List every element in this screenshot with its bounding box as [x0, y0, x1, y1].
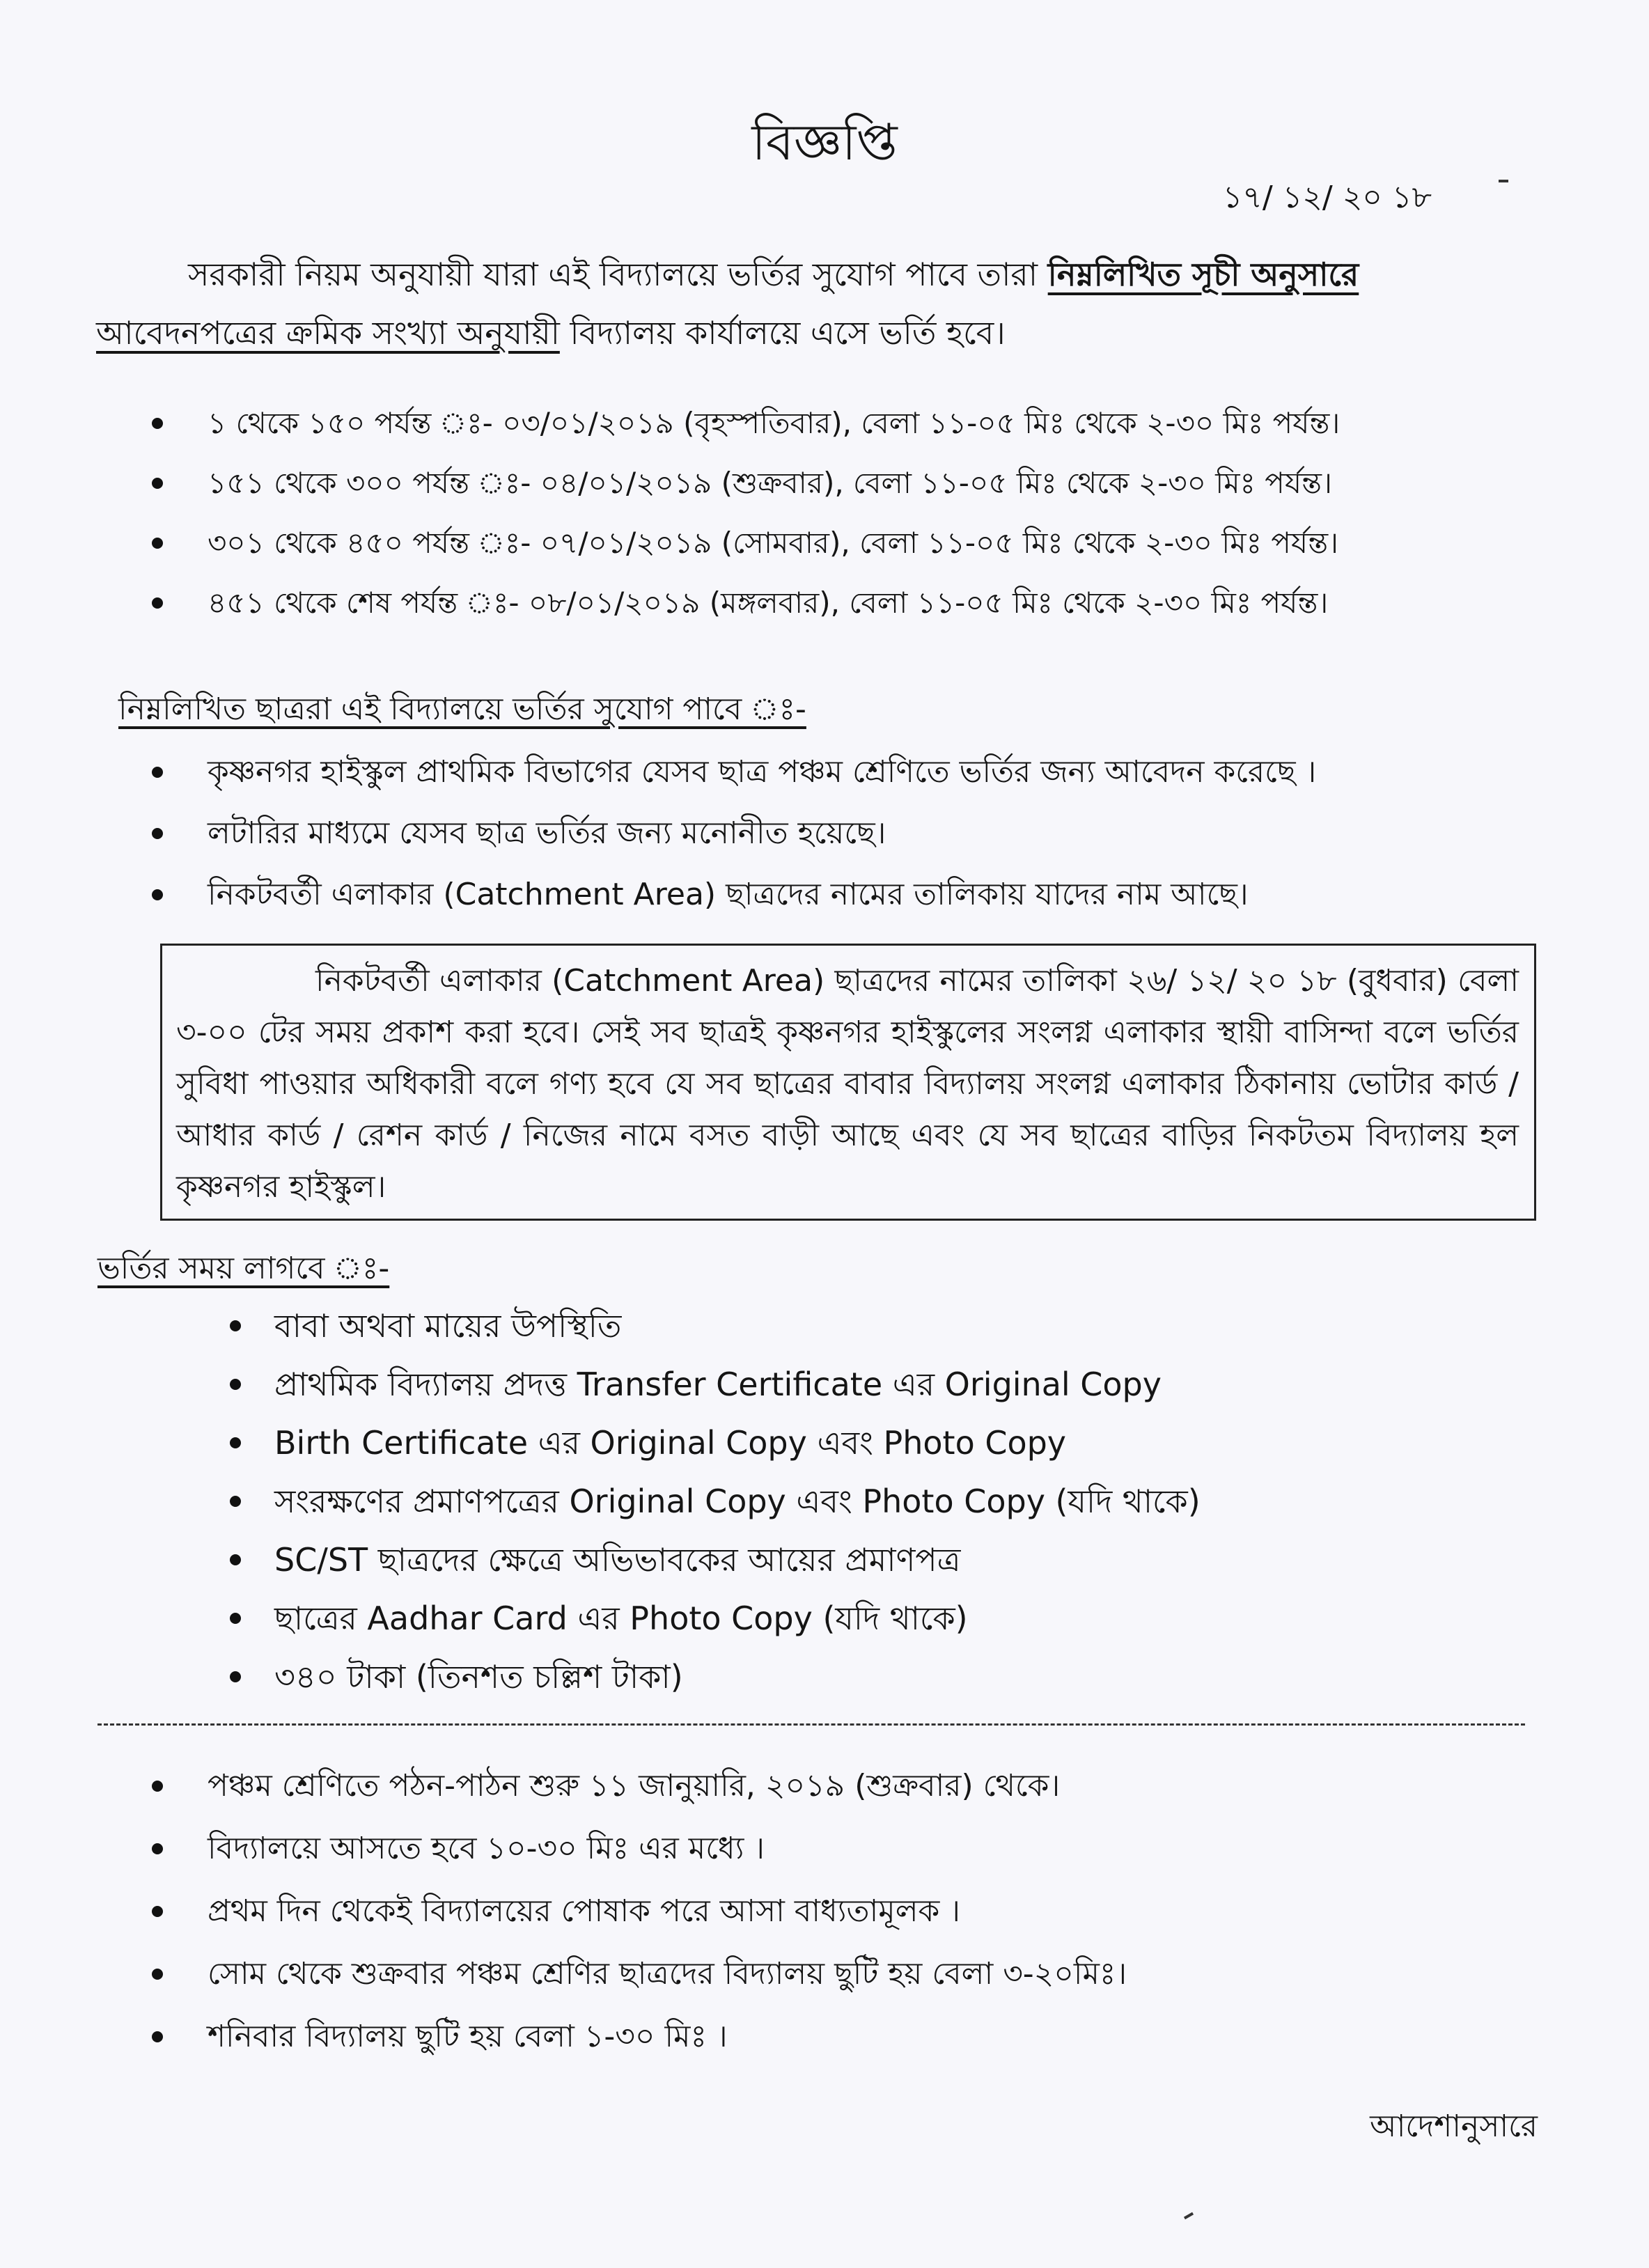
eligibility-item: কৃষ্ণনগর হাইস্কুল প্রাথমিক বিভাগের যেসব ছাত্র পঞ্চম শ্রেণিতে ভর্তির জন্য আবেদন করেছে । [152, 742, 1316, 803]
notice-date: ১৭/ ১২/ ২০ ১৮ [1222, 180, 1432, 215]
intro-bold-1: নিম্নলিখিত সূচী অনুসারে [1047, 256, 1359, 293]
documents-heading: ভর্তির সময় লাগবে ঃ- [97, 1251, 390, 1286]
dashed-divider [97, 1723, 1525, 1726]
notice-title: বিজ্ঞপ্তি [751, 113, 898, 171]
ink-mark [1499, 180, 1508, 182]
schedule-item: ১ থেকে ১৫০ পর্যন্ত ঃ- ০৩/০১/২০১৯ (বৃহস্পতিবার), বেলা ১১-০৫ মিঃ থেকে ২-৩০ মিঃ পর্যন্ত। [152, 393, 1340, 453]
document-item: প্রাথমিক বিদ্যালয় প্রদত্ত Transfer Certificate এর Original Copy [230, 1355, 1201, 1414]
schedule-item: ৪৫১ থেকে শেষ পর্যন্ত ঃ- ০৮/০১/২০১৯ (মঙ্গলবার), বেলা ১১-০৫ মিঃ থেকে ২-৩০ মিঃ পর্যন্ত। [152, 573, 1340, 633]
note-item: প্রথম দিন থেকেই বিদ্যালয়ের পোষাক পরে আসা বাধ্যতামূলক । [152, 1880, 1127, 1943]
note-item: সোম থেকে শুক্রবার পঞ্চম শ্রেণির ছাত্রদের বিদ্যালয় ছুটি হয় বেলা ৩-২০মিঃ। [152, 1943, 1127, 2005]
note-item: শনিবার বিদ্যালয় ছুটি হয় বেলা ১-৩০ মিঃ । [152, 2005, 1127, 2068]
schedule-item: ৩০১ থেকে ৪৫০ পর্যন্ত ঃ- ০৭/০১/২০১৯ (সোমবার), বেলা ১১-০৫ মিঃ থেকে ২-৩০ মিঃ পর্যন্ত। [152, 513, 1340, 573]
document-item: ৩৪০ টাকা (তিনশত চল্লিশ টাকা) [230, 1648, 1201, 1706]
general-notes-list [152, 1755, 1127, 2068]
schedule-item: ১৫১ থেকে ৩০০ পর্যন্ত ঃ- ০৪/০১/২০১৯ (শুক্রবার), বেলা ১১-০৫ মিঃ থেকে ২-৩০ মিঃ পর্যন্ত। [152, 453, 1340, 513]
required-documents-list [230, 1297, 1201, 1706]
eligibility-list [152, 742, 1316, 925]
document-item: SC/ST ছাত্রদের ক্ষেত্রে অভিভাবকের আয়ের প্রমাণপত্র [230, 1531, 1201, 1589]
catchment-area-box [160, 944, 1536, 1221]
eligibility-item: লটারির মাধ্যমে যেসব ছাত্র ভর্তির জন্য মনোনীত হয়েছে। [152, 803, 1316, 864]
intro-bold-2: আবেদনপত্রের ক্রমিক সংখ্যা অনুযায়ী [96, 314, 560, 352]
note-item: বিদ্যালয়ে আসতে হবে ১০-৩০ মিঃ এর মধ্যে । [152, 1817, 1127, 1880]
document-item: ছাত্রের Aadhar Card এর Photo Copy (যদি থাকে) [230, 1589, 1201, 1648]
document-item: সংরক্ষণের প্রমাণপত্রের Original Copy এবং Photo Copy (যদি থাকে) [230, 1472, 1201, 1531]
ink-mark [1184, 2212, 1194, 2219]
intro-text-1: সরকারী নিয়ম অনুযায়ী যারা এই বিদ্যালয়ে ভর্তির সুযোগ পাবে তারা [188, 256, 1048, 293]
document-item: Birth Certificate এর Original Copy এবং Photo Copy [230, 1414, 1201, 1472]
intro-paragraph [96, 245, 1531, 362]
eligibility-item: নিকটবর্তী এলাকার (Catchment Area) ছাত্রদের নামের তালিকায় যাদের নাম আছে। [152, 864, 1316, 925]
note-item: পঞ্চম শ্রেণিতে পঠন-পাঠন শুরু ১১ জানুয়ারি, ২০১৯ (শুক্রবার) থেকে। [152, 1755, 1127, 1817]
intro-text-2: বিদ্যালয় কার্যালয়ে এসে ভর্তি হবে। [559, 314, 1006, 352]
signature-line: আদেশানুসারে [1370, 2109, 1538, 2144]
eligibility-heading: নিম্নলিখিত ছাত্ররা এই বিদ্যালয়ে ভর্তির সুযোগ পাবে ঃ- [118, 691, 806, 727]
document-item: বাবা অথবা মায়ের উপস্থিতি [230, 1297, 1201, 1355]
admission-schedule-list [152, 393, 1340, 633]
catchment-area-text: নিকটবর্তী এলাকার (Catchment Area) ছাত্রদের নামের তালিকা ২৬/ ১২/ ২০ ১৮ (বুধবার) বেলা ৩-০০ টের সময় প্রকাশ করা হবে। সেই সব ছাত্রই কৃষ্ণনগর হাইস্কুলের সংলগ্ন এলাকার স্থায়ী বাসিন্দা বলে ভর্তির সুবিধা পাওয়ার অধিকারী বলে গণ্য হবে যে সব ছাত্রের বাবার বিদ্যালয় সংলগ্ন এলাকার ঠিকানায় ভোটার কার্ড / আধার কার্ড / রেশন কার্ড / নিজের নামে বসত বাড়ী আছে এবং যে সব ছাত্রের বাড়ির নিকটতম বিদ্যালয় হল কৃষ্ণনগর হাইস্কুল। [176, 963, 1519, 1205]
